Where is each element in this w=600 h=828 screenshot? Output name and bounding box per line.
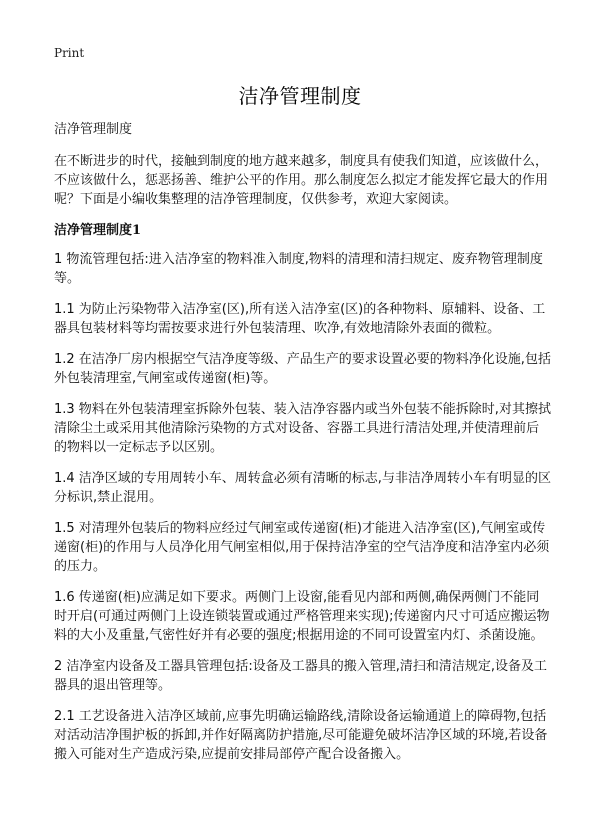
- paragraph: 1.6 传递窗(柜)应满足如下要求。两侧门上设窗,能看见内部和两侧,确保两侧门不能同时开启(可通过两侧门上设连锁装置或通过严格管理来实现);传递窗内尺寸可适应搬运物料的大小及重量,气密性好并有必要的强度;根据用途的不同可设置室内灯、杀菌设施。: [54, 590, 550, 643]
- paragraph: 2.1 工艺设备进入洁净区域前,应事先明确运输路线,清除设备运输通道上的障碍物,包括对活动洁净围护板的拆卸,并作好隔离防护措施,尽可能避免破坏洁净区域的环境,若设备搬入可能对生产造成污染,应提前安排局部停产配合设备搬入。: [54, 709, 548, 762]
- paragraph: 1.4 洁净区域的专用周转小车、周转盒必须有清晰的标志,与非洁净周转小车有明显的区分标识,禁止混用。: [54, 471, 551, 505]
- paragraph: 1.2 在洁净厂房内根据空气洁净度等级、产品生产的要求设置必要的物料净化设施,包括外包装清理室,气闸室或传递窗(柜)等。: [54, 352, 551, 386]
- document-subtitle: 洁净管理制度: [54, 122, 133, 137]
- intro-paragraph: 在不断进步的时代，接触到制度的地方越来越多，制度具有使我们知道，应该做什么，不应该做什么，惩恶扬善、维护公平的作用。那么制度怎么拟定才能发挥它最大的作用呢？下面是小编收集整理的洁净管理制度，仅供参考，欢迎大家阅读。: [54, 154, 549, 207]
- paragraph: 1.5 对清理外包装后的物料应经过气闸室或传递窗(柜)才能进入洁净室(区),气闸室或传递窗(柜)的作用与人员净化用气闸室相似,用于保持洁净室的空气洁净度和洁净室内必须的压力。: [54, 521, 550, 574]
- paragraph: 1 物流管理包括:进入洁净室的物料准入制度,物料的清理和清扫规定、废弃物管理制度等。: [54, 252, 543, 286]
- document-body: [54, 120, 552, 776]
- paragraph: 1.3 物料在外包装清理室拆除外包装、装入洁净容器内或当外包装不能拆除时,对其擦拭清除尘土或采用其他清除污染物的方式对设备、容器工具进行清洁处理,并使清理前后的物料以一定标志予以区别。: [54, 402, 551, 455]
- print-label: Print: [54, 46, 85, 60]
- paragraph: 2 洁净室内设备及工器具管理包括:设备及工器具的搬入管理,清扫和清洁规定,设备及工器具的退出管理等。: [54, 659, 548, 693]
- paragraph: 1.1 为防止污染物带入洁净室(区),所有送入洁净室(区)的各种物料、原辅料、设备、工器具包装材料等均需按要求进行外包装清理、吹净,有效地清除外表面的微粒。: [54, 302, 546, 336]
- page-title: 洁净管理制度: [238, 84, 362, 108]
- section-heading: 洁净管理制度1: [54, 223, 142, 238]
